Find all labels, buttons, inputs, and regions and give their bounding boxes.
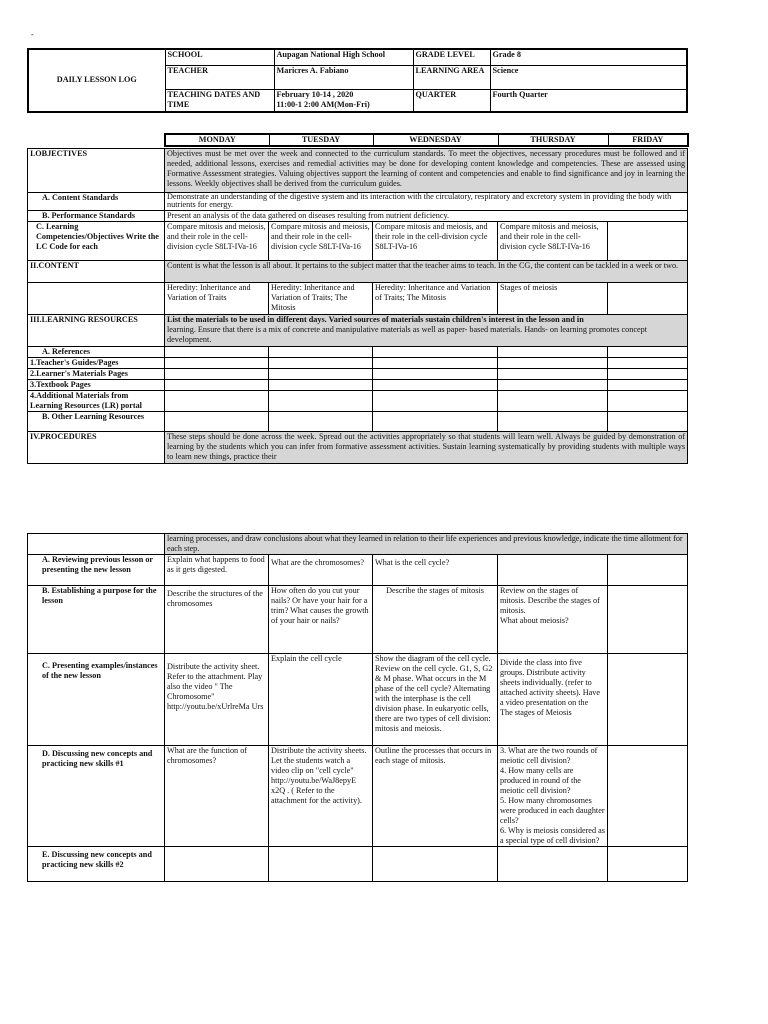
content-standards-text: Demonstrate an understanding of the digestive system and its interaction with the circulatory, respiratory and excretory system in providing the body with nutrients for energy. [165, 193, 688, 211]
discussing1-thursday: 3. What are the two rounds of meiotic cell division? 4. How many cells are produced in round of the meiotic cell division? 5. How many chromosomes were produced in each daughter cells? 6. Why is meiosis considered as a special type of cell division? [498, 746, 608, 847]
content-label: II.CONTENT [28, 261, 165, 283]
lesson-table-page1 [27, 148, 688, 464]
reviewing-friday [608, 555, 688, 586]
references-label: A. References [28, 347, 165, 358]
row-presenting-label: C. Presenting examples/instances of the new lesson [28, 654, 165, 746]
discussing2-tuesday [269, 847, 373, 882]
reviewing-wednesday: What is the cell cycle? [373, 555, 498, 586]
presenting-monday: Distribute the activity sheet. Refer to the attachment. Play also the video " The Chromosome" http://youtu.be/xUrlreMa Urs [165, 654, 269, 746]
competency-wednesday: Compare mitosis and meiosis, and their role in the cell-division cycle S8LT-IVa-16 [373, 222, 498, 261]
discussing2-monday [165, 847, 269, 882]
purpose-monday: Describe the structures of the chromosomes [165, 586, 269, 654]
performance-standards-text: Present an analysis of the data gathered on diseases resulting from nutrient deficiency. [165, 211, 688, 222]
presenting-wednesday: Show the diagram of the cell cycle. Review on the cell cycle. G1, S, G2 & M phase. What occurs in the M phase of the cell cycle? Alternating with the interphase is the cell division phase. In eukaryotic cells, there are two types of cell division: mitosis and meiosis. [373, 654, 498, 746]
resources-text-bold: List the materials to be used in different days. Varied sources of materials sustain children's interest in the lesson and in [167, 315, 584, 324]
procedures-label: IV.PROCEDURES [28, 432, 165, 464]
page-mark: - [31, 30, 34, 39]
presenting-thursday: Divide the class into five groups. Distribute activity sheets individually. (refer to attached activity sheets). Have a video presentation on the The stages of Meiosis [498, 654, 608, 746]
log-title: DAILY LESSON LOG [28, 49, 165, 112]
quarter-label: QUARTER [413, 90, 490, 112]
row-purpose-label: B. Establishing a purpose for the lesson [28, 586, 165, 654]
content-monday: Heredity: Inheritance and Variation of Traits [165, 283, 269, 315]
discussing1-tuesday: Distribute the activity sheets. Let the students watch a video clip on "cell cycle" http://youtu.be/WaJ8epyE x2Q . ( Refer to the attachment for the activity). [269, 746, 373, 847]
purpose-wednesday: Describe the stages of mitosis [373, 586, 498, 654]
competency-monday: Compare mitosis and meiosis, and their role in the cell-division cycle S8LT-IVa-16 [165, 222, 269, 261]
competency-thursday: Compare mitosis and meiosis, and their role in the cell-division cycle S8LT-IVa-16 [498, 222, 608, 261]
learning-area-value: Science [490, 66, 687, 90]
resources-text-body: learning. Ensure that there is a mix of concrete and manipulative materials as well as paper- based materials. Hands- on learning promotes concept development. [167, 325, 647, 344]
day-monday: MONDAY [165, 134, 269, 146]
procedures-continued-text: learning processes, and draw conclusions about what they learned in relation to their life experiences and previous knowledge, indicate the time allotment for each step. [165, 534, 688, 555]
textbook-pages-label: 3.Textbook Pages [28, 380, 165, 391]
purpose-thursday: Review on the stages of mitosis. Describe the stages of mitosis. What about meiosis? [498, 586, 608, 654]
school-value: Aupagan National High School [274, 49, 413, 66]
discussing1-friday [608, 746, 688, 847]
content-standards-label: A. Content Standards [28, 193, 165, 211]
learning-area-label: LEARNING AREA [413, 66, 490, 90]
day-thursday: THURSDAY [498, 134, 608, 146]
teacher-value: Maricres A. Fabiano [274, 66, 413, 90]
discussing2-friday [608, 847, 688, 882]
content-tuesday: Heredity: Inheritance and Variation of Traits; The Mitosis [269, 283, 373, 315]
teachers-guide-label: 1.Teacher's Guides/Pages [28, 358, 165, 369]
dates-value: February 10-14 , 2020 11:00-1 2:00 AM(Mon-Fri) [274, 90, 413, 112]
objectives-text: Objectives must be met over the week and connected to the curriculum standards. To meet the objectives, necessary procedures must be followed and if needed, additional lessons, exercises and remedial activities may be done for developing content knowledge and competencies. These are assessed using Formative Assessment strategies. Valuing objectives support the learning of content and competencies and enable to find significance and joy in learning the lessons. Weekly objectives shall be derived from the curriculum guides. [165, 149, 688, 193]
presenting-friday [608, 654, 688, 746]
grade-level-value: Grade 8 [490, 49, 687, 66]
content-text: Content is what the lesson is all about. It pertains to the subject matter that the teacher aims to teach. In the CG, the content can be tackled in a week or two. [165, 261, 688, 283]
resources-text [165, 315, 688, 347]
lesson-table-page2 [27, 533, 688, 882]
additional-materials-label: 4.Additional Materials from Learning Resources (LR) portal [28, 391, 165, 412]
content-wednesday: Heredity: Inheritance and Variation of Traits; The Mitosis [373, 283, 498, 315]
discussing1-monday: What are the function of chromosomes? [165, 746, 269, 847]
competencies-label: C. Learning Competencies/Objectives Write the LC Code for each [28, 222, 165, 261]
teacher-label: TEACHER [165, 66, 274, 90]
row-discussing2-label: E. Discussing new concepts and practicing new skills #2 [28, 847, 165, 882]
performance-standards-label: B. Performance Standards [28, 211, 165, 222]
learners-materials-label: 2.Learner's Materials Pages [28, 369, 165, 380]
header-table [27, 48, 688, 113]
reviewing-thursday [498, 555, 608, 586]
discussing1-wednesday: Outline the processes that occurs in each stage of mitosis. [373, 746, 498, 847]
content-friday [608, 283, 688, 315]
row-discussing1-label: D. Discussing new concepts and practicing new skills #1 [28, 746, 165, 847]
content-thursday: Stages of meiosis [498, 283, 608, 315]
resources-label: III.LEARNING RESOURCES [28, 315, 165, 347]
purpose-friday [608, 586, 688, 654]
reviewing-monday: Explain what happens to food as it gets digested. [165, 555, 269, 586]
purpose-tuesday: How often do you cut your nails? Or have your hair for a trim? What causes the growth of your hair or nails? [269, 586, 373, 654]
presenting-tuesday: Explain the cell cycle [269, 654, 373, 746]
grade-level-label: GRADE LEVEL [413, 49, 490, 66]
day-tuesday: TUESDAY [269, 134, 373, 146]
school-label: SCHOOL [165, 49, 274, 66]
objectives-label: I.OBJECTIVES [28, 149, 165, 193]
competency-friday [608, 222, 688, 261]
discussing2-thursday [498, 847, 608, 882]
day-header [164, 133, 689, 147]
quarter-value: Fourth Quarter [490, 90, 687, 112]
competency-tuesday: Compare mitosis and meiosis, and their role in the cell-division cycle S8LT-IVa-16 [269, 222, 373, 261]
discussing2-wednesday [373, 847, 498, 882]
dates-label: TEACHING DATES AND TIME [165, 90, 274, 112]
other-resources-label: B. Other Learning Resources [28, 412, 165, 432]
day-wednesday: WEDNESDAY [373, 134, 498, 146]
procedures-text: These steps should be done across the week. Spread out the activities appropriately so that students will learn well. Always be guided by demonstration of learning by the students which you can infer from formative assessment activities. Sustain learning systematically by providing students with multiple ways to learn new things, practice their [165, 432, 688, 464]
day-friday: FRIDAY [608, 134, 688, 146]
row-reviewing-label: A. Reviewing previous lesson or presenting the new lesson [28, 555, 165, 586]
reviewing-tuesday: What are the chromosomes? [269, 555, 373, 586]
